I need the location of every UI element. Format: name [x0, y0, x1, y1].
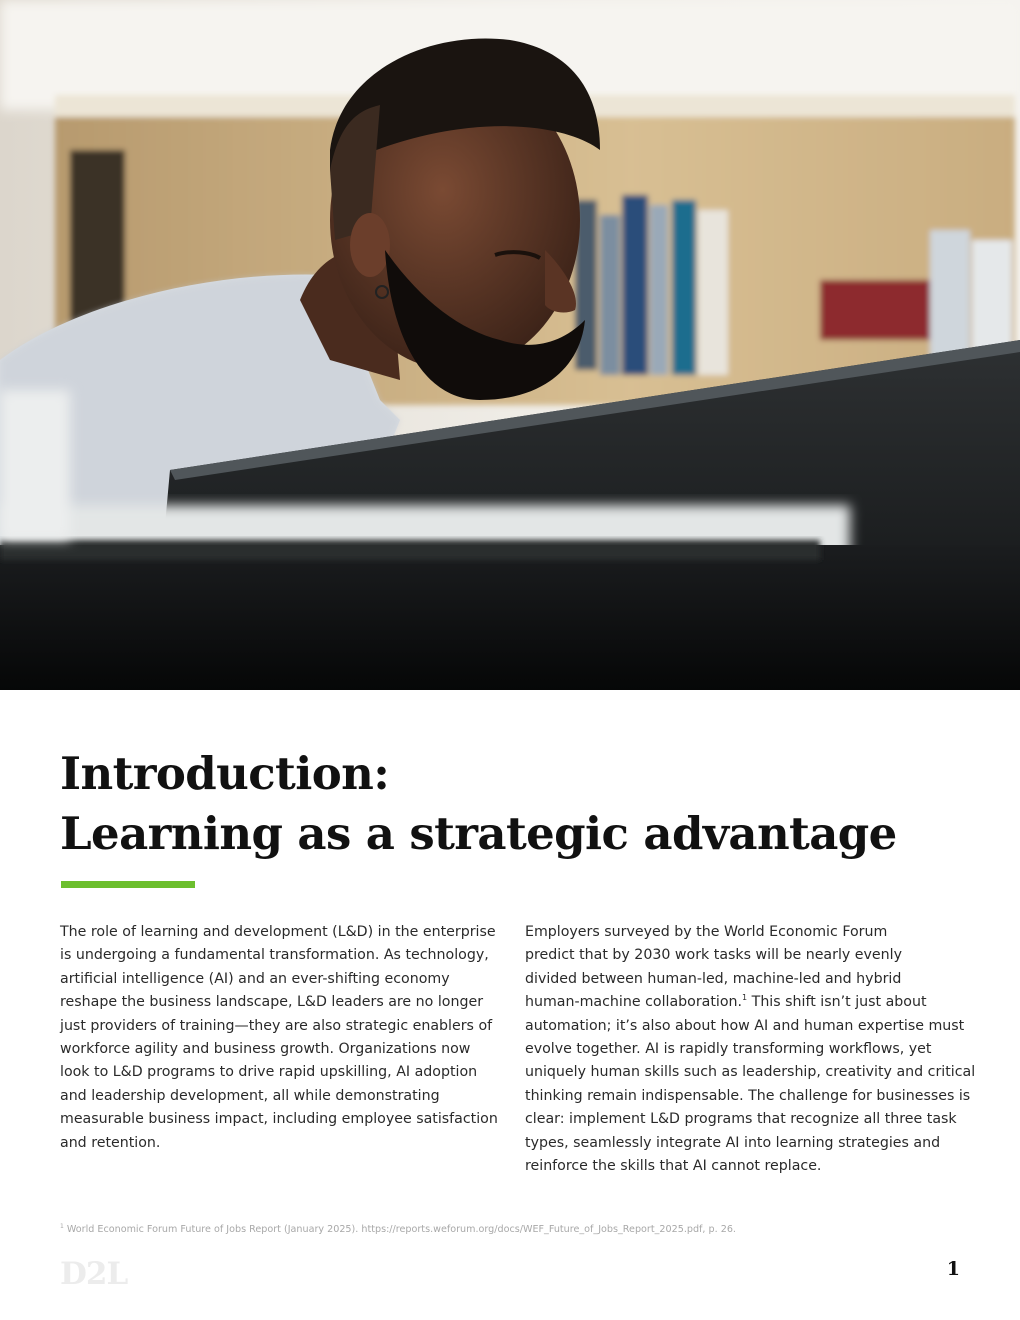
text-segment: human-machine collaboration.	[525, 994, 743, 1011]
text-segment: This shift isn’t just about	[747, 994, 927, 1011]
text-line: Employers surveyed by the World Economic Forum	[525, 924, 888, 940]
accent-rule	[61, 881, 195, 888]
text-line: predict that by 2030 work tasks will be nearly evenly	[525, 947, 902, 964]
footnote-text[interactable]: World Economic Forum Future of Jobs Report (January 2025). https://reports.weforum.org/docs/WEF_Future_of_Jobs_Report_2025.pdf, p. 26.	[63, 1224, 736, 1235]
text-line: measurable business impact, including employee satisfaction	[60, 1111, 498, 1128]
title-line-1: Introduction:	[60, 747, 390, 800]
page-title	[60, 744, 960, 864]
d2l-logo: D2L	[60, 1256, 128, 1292]
text-line: clear: implement L&D programs that recognize all three task	[525, 1111, 957, 1128]
text-line: The role of learning and development (L&D) in the enterprise	[60, 924, 496, 940]
text-line: reshape the business landscape, L&D leaders are no longer	[60, 994, 484, 1011]
text-line: workforce agility and business growth. Organizations now	[60, 1041, 471, 1058]
text-line: just providers of training—they are also strategic enablers of	[60, 1017, 493, 1034]
footnote-reference[interactable]: 1	[742, 993, 748, 1003]
text-line: uniquely human skills such as leadership, creativity and critical	[525, 1064, 976, 1081]
footnote-marker: 1	[60, 1223, 64, 1230]
text-line: types, seamlessly integrate AI into learning strategies and	[525, 1134, 941, 1151]
body-column-left	[60, 921, 496, 1155]
text-line: reinforce the skills that AI cannot replace.	[525, 1158, 822, 1175]
footnote	[60, 1224, 736, 1235]
text-line: and leadership development, all while demonstrating	[60, 1087, 440, 1104]
text-line: thinking remain indispensable. The challenge for businesses is	[525, 1087, 971, 1104]
text-line: look to L&D programs to drive rapid upskilling, AI adoption	[60, 1064, 478, 1081]
page-number: 1	[946, 1258, 960, 1280]
text-line: divided between human-led, machine-led and hybrid	[525, 970, 902, 987]
body-column-right	[525, 921, 976, 1178]
text-line: is undergoing a fundamental transformation. As technology,	[60, 947, 489, 964]
text-line-with-footnote	[525, 991, 962, 1014]
text-line: automation; it’s also about how AI and human expertise must	[525, 1017, 965, 1034]
text-line: and retention.	[60, 1134, 161, 1151]
title-line-2: Learning as a strategic advantage	[60, 807, 897, 860]
text-line: evolve together. AI is rapidly transforming workflows, yet	[525, 1041, 932, 1058]
text-line: artificial intelligence (AI) and an ever-shifting economy	[60, 970, 450, 987]
